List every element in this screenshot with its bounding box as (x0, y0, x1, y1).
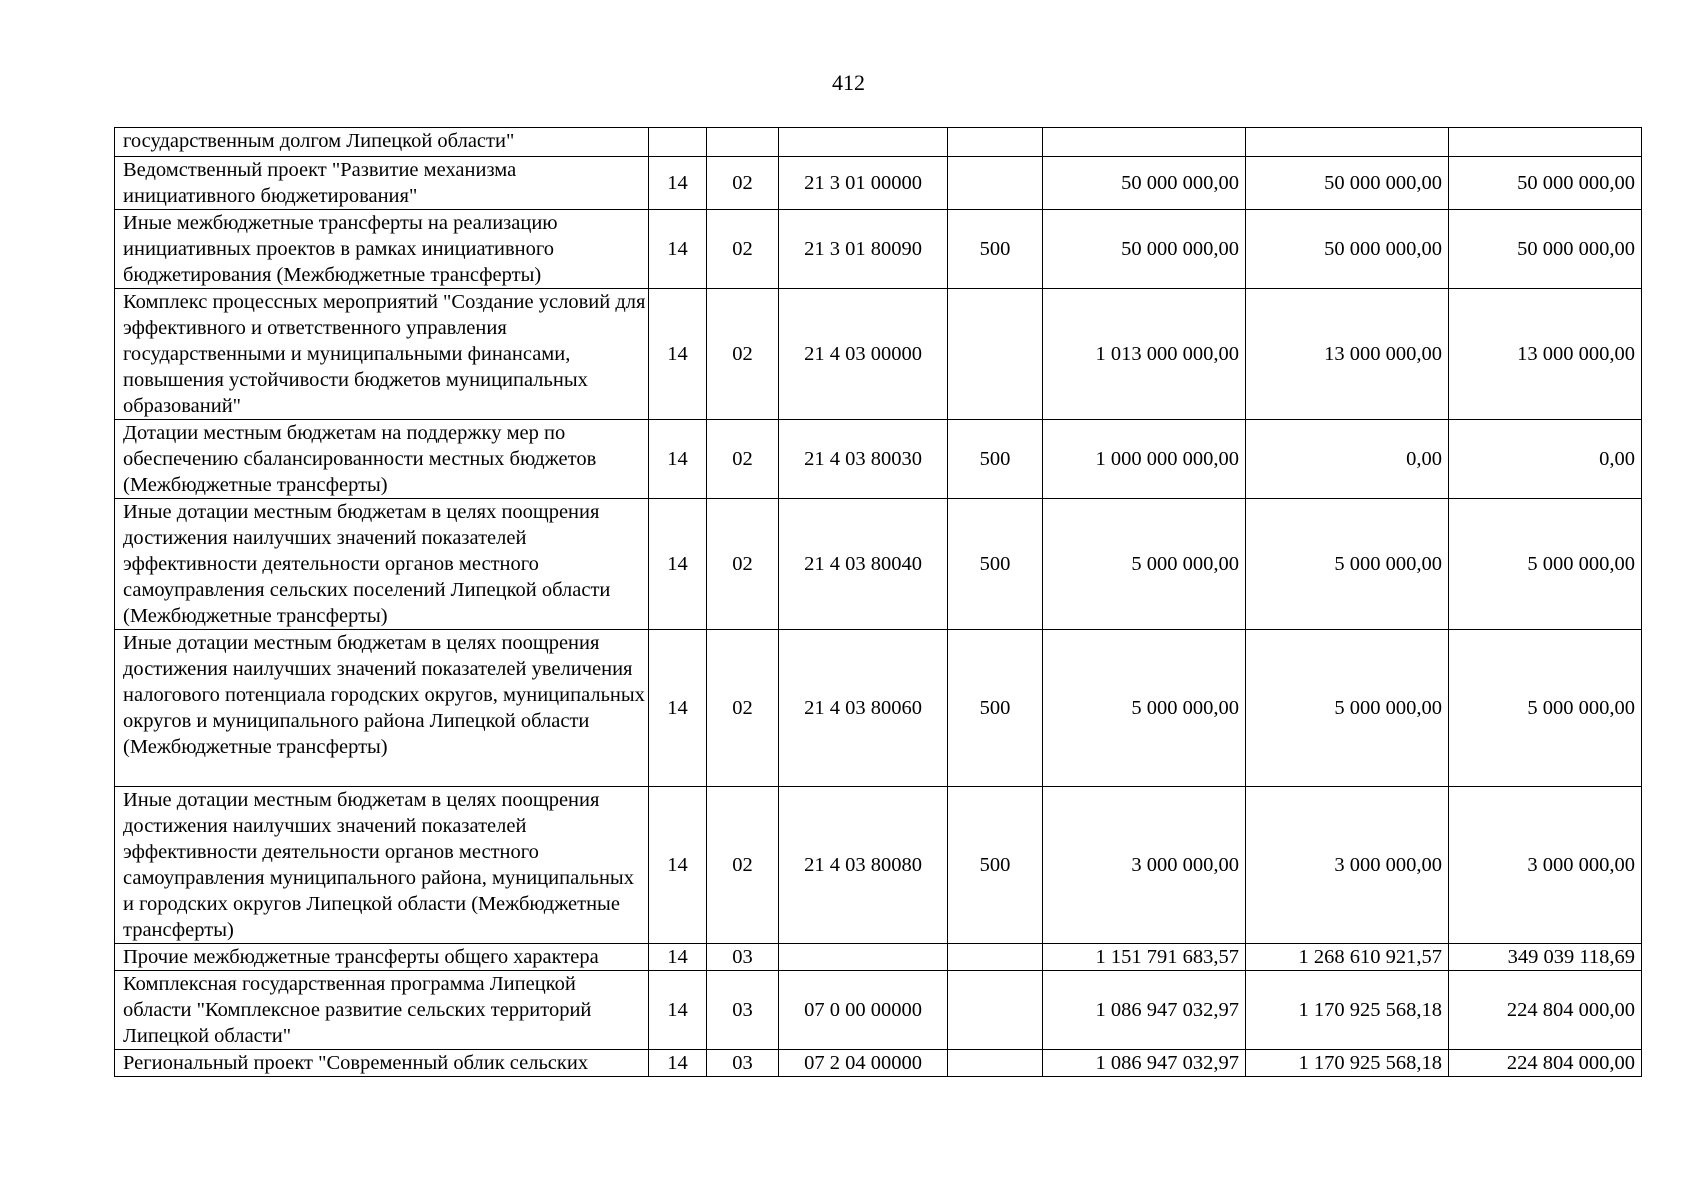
target-article-cell (779, 944, 948, 971)
subsection-code-cell: 02 (707, 289, 779, 420)
target-article-cell: 21 4 03 00000 (779, 289, 948, 420)
table-row (115, 128, 1642, 157)
budget-table-body (115, 128, 1642, 1077)
subsection-code-cell: 02 (707, 630, 779, 787)
expense-type-cell: 500 (948, 499, 1043, 630)
row-name-cell: Прочие межбюджетные трансферты общего характера (115, 944, 649, 971)
amount-year3-cell: 5 000 000,00 (1449, 499, 1642, 630)
amount-year3-cell: 349 039 118,69 (1449, 944, 1642, 971)
table-row (115, 1050, 1642, 1077)
subsection-code-cell: 02 (707, 157, 779, 210)
table-row (115, 157, 1642, 210)
amount-year2-cell: 1 170 925 568,18 (1246, 1050, 1449, 1077)
amount-year1-cell: 5 000 000,00 (1043, 499, 1246, 630)
amount-year3-cell: 0,00 (1449, 420, 1642, 499)
target-article-cell: 21 4 03 80060 (779, 630, 948, 787)
subsection-code-cell: 03 (707, 944, 779, 971)
subsection-code-cell (707, 128, 779, 157)
expense-type-cell: 500 (948, 787, 1043, 944)
row-name-cell: Комплексная государственная программа Липецкой области "Комплексное развитие сельских территорий Липецкой области" (115, 971, 649, 1050)
amount-year3-cell (1449, 128, 1642, 157)
amount-year2-cell: 5 000 000,00 (1246, 499, 1449, 630)
section-code-cell (649, 128, 707, 157)
target-article-cell (779, 128, 948, 157)
subsection-code-cell: 02 (707, 420, 779, 499)
row-name-cell: Региональный проект "Современный облик сельских (115, 1050, 649, 1077)
section-code-cell: 14 (649, 157, 707, 210)
section-code-cell: 14 (649, 787, 707, 944)
target-article-cell: 21 4 03 80040 (779, 499, 948, 630)
table-row (115, 630, 1642, 787)
row-name-cell: Дотации местным бюджетам на поддержку мер по обеспечению сбалансированности местных бюджетов (Межбюджетные трансферты) (115, 420, 649, 499)
amount-year2-cell: 50 000 000,00 (1246, 157, 1449, 210)
subsection-code-cell: 02 (707, 787, 779, 944)
table-row (115, 210, 1642, 289)
expense-type-cell (948, 128, 1043, 157)
amount-year2-cell (1246, 128, 1449, 157)
expense-type-cell: 500 (948, 630, 1043, 787)
amount-year3-cell: 50 000 000,00 (1449, 157, 1642, 210)
page-number: 412 (832, 70, 865, 95)
amount-year1-cell: 50 000 000,00 (1043, 157, 1246, 210)
expense-type-cell (948, 289, 1043, 420)
amount-year3-cell: 5 000 000,00 (1449, 630, 1642, 787)
subsection-code-cell: 02 (707, 499, 779, 630)
amount-year1-cell: 1 013 000 000,00 (1043, 289, 1246, 420)
amount-year3-cell: 224 804 000,00 (1449, 1050, 1642, 1077)
amount-year2-cell: 3 000 000,00 (1246, 787, 1449, 944)
table-row (115, 787, 1642, 944)
section-code-cell: 14 (649, 420, 707, 499)
expense-type-cell (948, 1050, 1043, 1077)
amount-year1-cell: 1 086 947 032,97 (1043, 1050, 1246, 1077)
row-name-cell: Ведомственный проект "Развитие механизма инициативного бюджетирования" (115, 157, 649, 210)
amount-year3-cell: 50 000 000,00 (1449, 210, 1642, 289)
amount-year1-cell (1043, 128, 1246, 157)
amount-year2-cell: 1 268 610 921,57 (1246, 944, 1449, 971)
amount-year3-cell: 3 000 000,00 (1449, 787, 1642, 944)
expense-type-cell (948, 944, 1043, 971)
row-name-cell: Иные дотации местным бюджетам в целях поощрения достижения наилучших значений показателей увеличения налогового потенциала городских округов, муниципальных округов и муниципального района Липецкой области (Межбюджетные трансферты) (115, 630, 649, 787)
amount-year2-cell: 5 000 000,00 (1246, 630, 1449, 787)
section-code-cell: 14 (649, 1050, 707, 1077)
amount-year2-cell: 0,00 (1246, 420, 1449, 499)
subsection-code-cell: 02 (707, 210, 779, 289)
amount-year1-cell: 3 000 000,00 (1043, 787, 1246, 944)
section-code-cell: 14 (649, 499, 707, 630)
target-article-cell: 21 3 01 80090 (779, 210, 948, 289)
row-name-cell: государственным долгом Липецкой области" (115, 128, 649, 157)
target-article-cell: 21 4 03 80030 (779, 420, 948, 499)
amount-year1-cell: 50 000 000,00 (1043, 210, 1246, 289)
section-code-cell: 14 (649, 289, 707, 420)
row-name-cell: Иные межбюджетные трансферты на реализацию инициативных проектов в рамках инициативного бюджетирования (Межбюджетные трансферты) (115, 210, 649, 289)
target-article-cell: 21 4 03 80080 (779, 787, 948, 944)
amount-year2-cell: 1 170 925 568,18 (1246, 971, 1449, 1050)
amount-year1-cell: 1 151 791 683,57 (1043, 944, 1246, 971)
subsection-code-cell: 03 (707, 971, 779, 1050)
target-article-cell: 07 0 00 00000 (779, 971, 948, 1050)
table-row (115, 499, 1642, 630)
amount-year2-cell: 50 000 000,00 (1246, 210, 1449, 289)
table-row (115, 944, 1642, 971)
amount-year1-cell: 5 000 000,00 (1043, 630, 1246, 787)
section-code-cell: 14 (649, 971, 707, 1050)
amount-year2-cell: 13 000 000,00 (1246, 289, 1449, 420)
expense-type-cell: 500 (948, 420, 1043, 499)
table-row (115, 971, 1642, 1050)
row-name-cell: Иные дотации местным бюджетам в целях поощрения достижения наилучших значений показателей эффективности деятельности органов местного самоуправления муниципального района, муниципальных и городских округов Липецкой области (Межбюджетные трансферты) (115, 787, 649, 944)
expense-type-cell: 500 (948, 210, 1043, 289)
section-code-cell: 14 (649, 210, 707, 289)
target-article-cell: 21 3 01 00000 (779, 157, 948, 210)
expense-type-cell (948, 157, 1043, 210)
section-code-cell: 14 (649, 630, 707, 787)
amount-year3-cell: 13 000 000,00 (1449, 289, 1642, 420)
amount-year3-cell: 224 804 000,00 (1449, 971, 1642, 1050)
table-row (115, 420, 1642, 499)
amount-year1-cell: 1 086 947 032,97 (1043, 971, 1246, 1050)
table-row (115, 289, 1642, 420)
section-code-cell: 14 (649, 944, 707, 971)
amount-year1-cell: 1 000 000 000,00 (1043, 420, 1246, 499)
row-name-cell: Комплекс процессных мероприятий "Создание условий для эффективного и ответственного управления государственными и муниципальными финансами, повышения устойчивости бюджетов муниципальных образований" (115, 289, 649, 420)
row-name-cell: Иные дотации местным бюджетам в целях поощрения достижения наилучших значений показателей эффективности деятельности органов местного самоуправления сельских поселений Липецкой области (Межбюджетные трансферты) (115, 499, 649, 630)
subsection-code-cell: 03 (707, 1050, 779, 1077)
expense-type-cell (948, 971, 1043, 1050)
target-article-cell: 07 2 04 00000 (779, 1050, 948, 1077)
budget-table (114, 127, 1642, 1077)
